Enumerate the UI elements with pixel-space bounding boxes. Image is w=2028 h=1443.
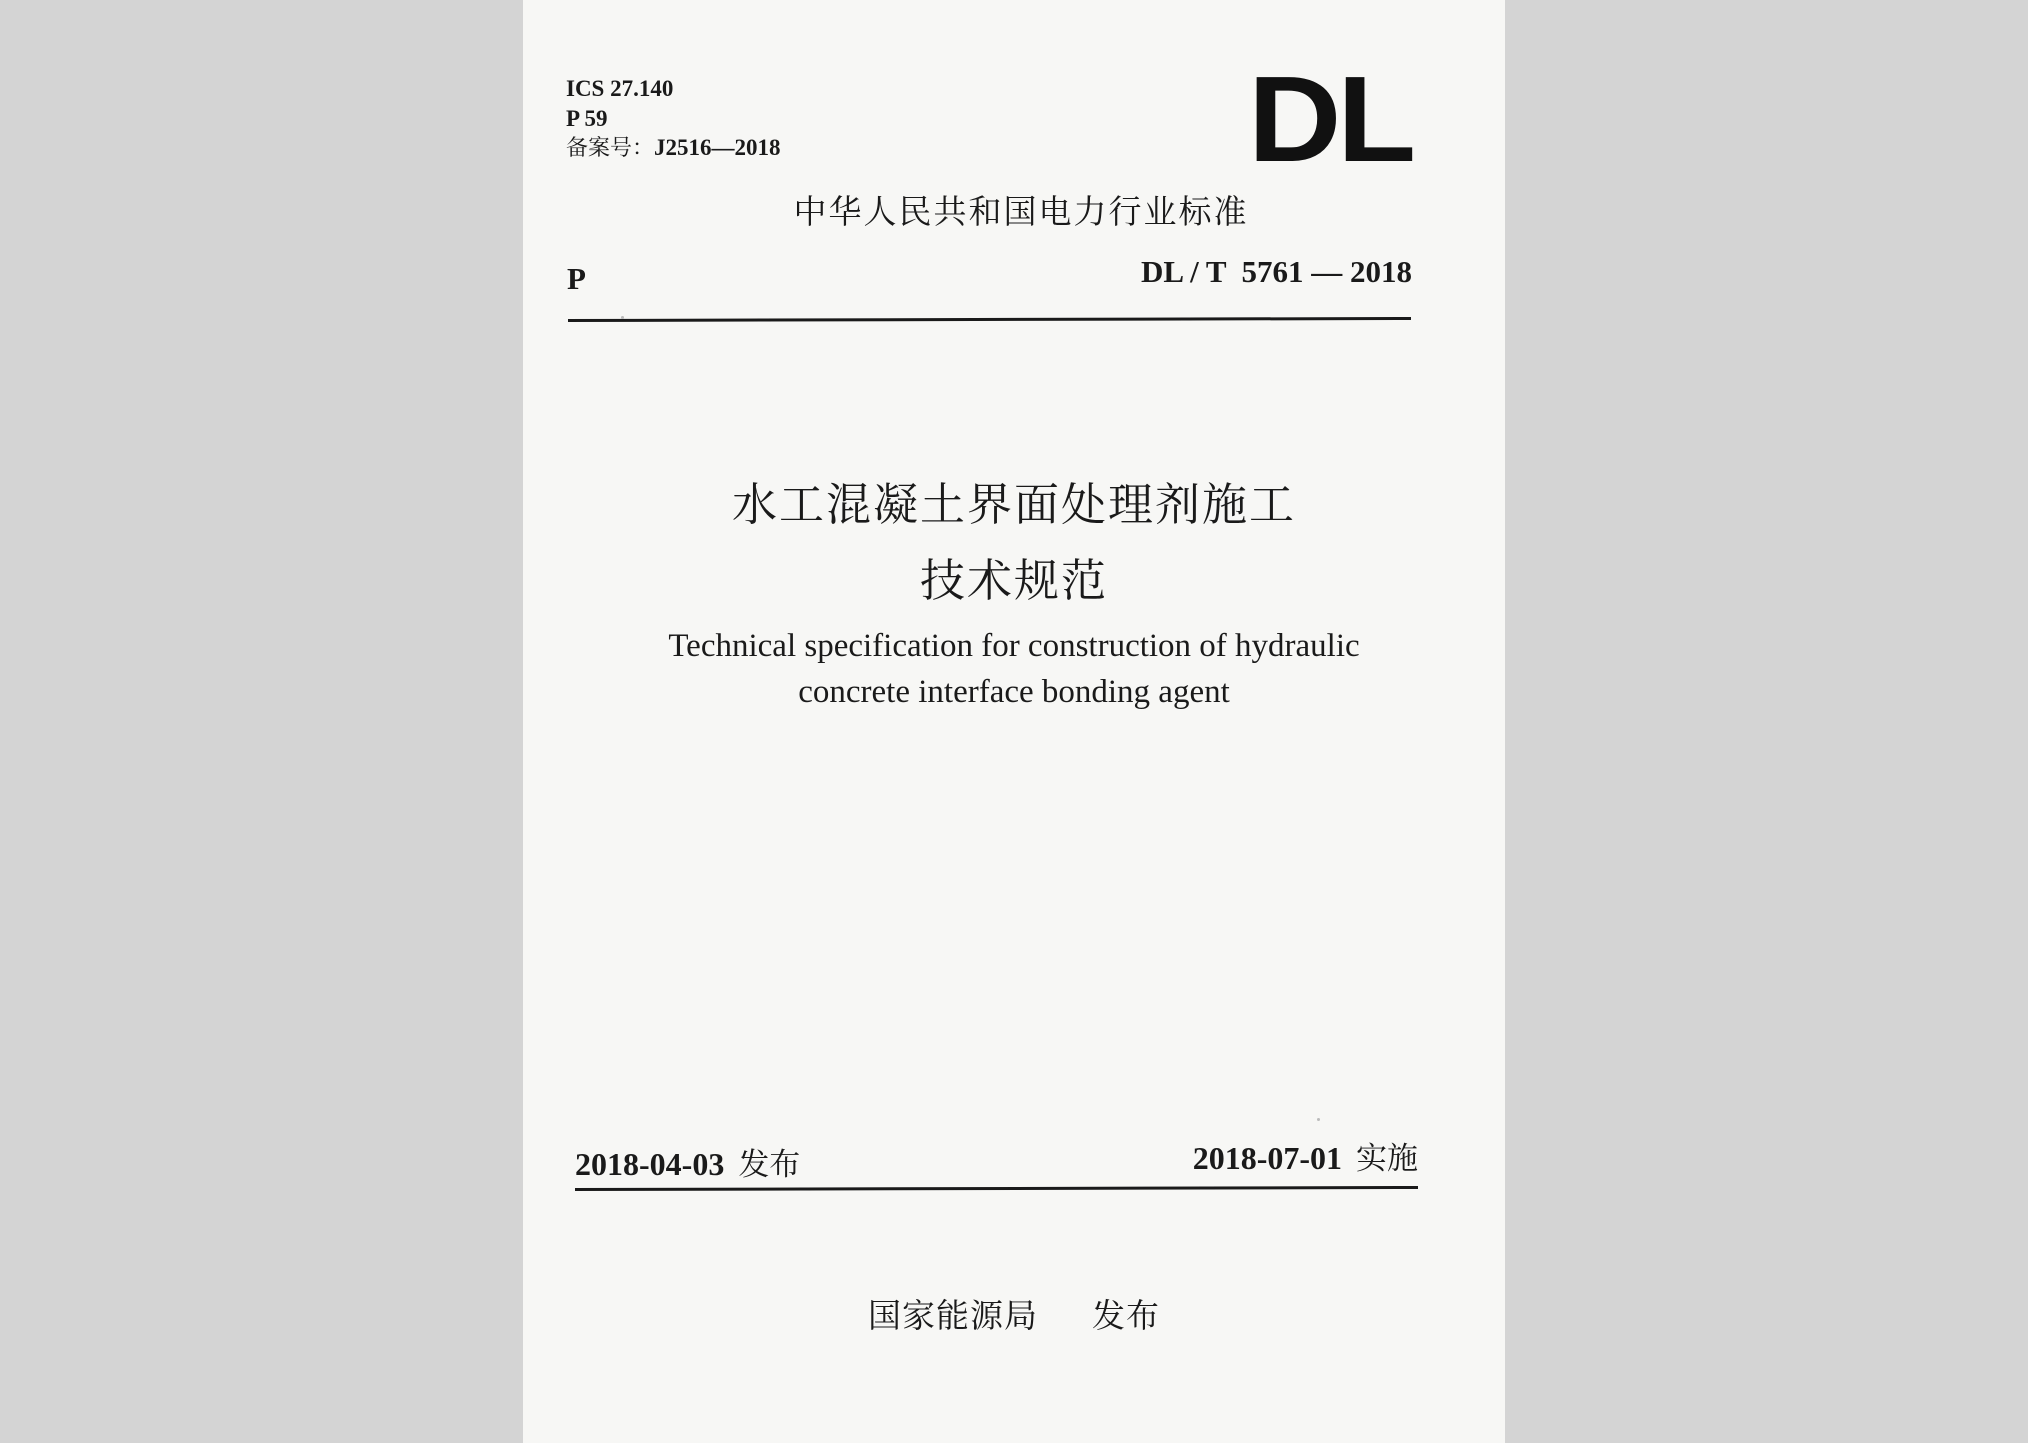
publisher-name: 国家能源局 <box>868 1296 1038 1335</box>
header-divider <box>568 317 1411 322</box>
record-number-line <box>566 136 781 160</box>
scan-speck <box>621 316 624 319</box>
scan-speck <box>1317 1118 1320 1121</box>
ics-code: ICS 27.140 <box>566 76 674 101</box>
record-label: 备案号： <box>566 136 655 161</box>
standard-number: DL / T 5761 — 2018 <box>1140 254 1412 289</box>
record-number: J2516—2018 <box>654 135 781 160</box>
issue-date: 2018-04-03 <box>575 1146 725 1182</box>
dl-logo: DL <box>1248 51 1412 187</box>
effective-date-line <box>1193 1133 1418 1178</box>
effective-date: 2018-07-01 <box>1192 1140 1342 1176</box>
title-en-line-1: Technical specification for construction of hydraulic <box>668 628 1360 664</box>
category-letter: P <box>567 261 586 296</box>
publish-label: 发布 <box>1092 1296 1160 1335</box>
issue-label: 发布 <box>738 1147 801 1183</box>
classification-code: P 59 <box>566 106 608 131</box>
title-cn-line-1: 水工混凝土界面处理剂施工 <box>731 478 1296 531</box>
title-cn-line-2: 技术规范 <box>919 554 1108 607</box>
effective-label: 实施 <box>1356 1141 1418 1177</box>
title-en-line-2: concrete interface bonding agent <box>798 674 1230 710</box>
industry-standard-title: 中华人民共和国电力行业标准 <box>793 192 1249 231</box>
issue-date-line <box>575 1139 800 1184</box>
publisher-line <box>523 1290 1505 1337</box>
document-page <box>523 0 1505 1443</box>
footer-divider <box>575 1186 1418 1191</box>
